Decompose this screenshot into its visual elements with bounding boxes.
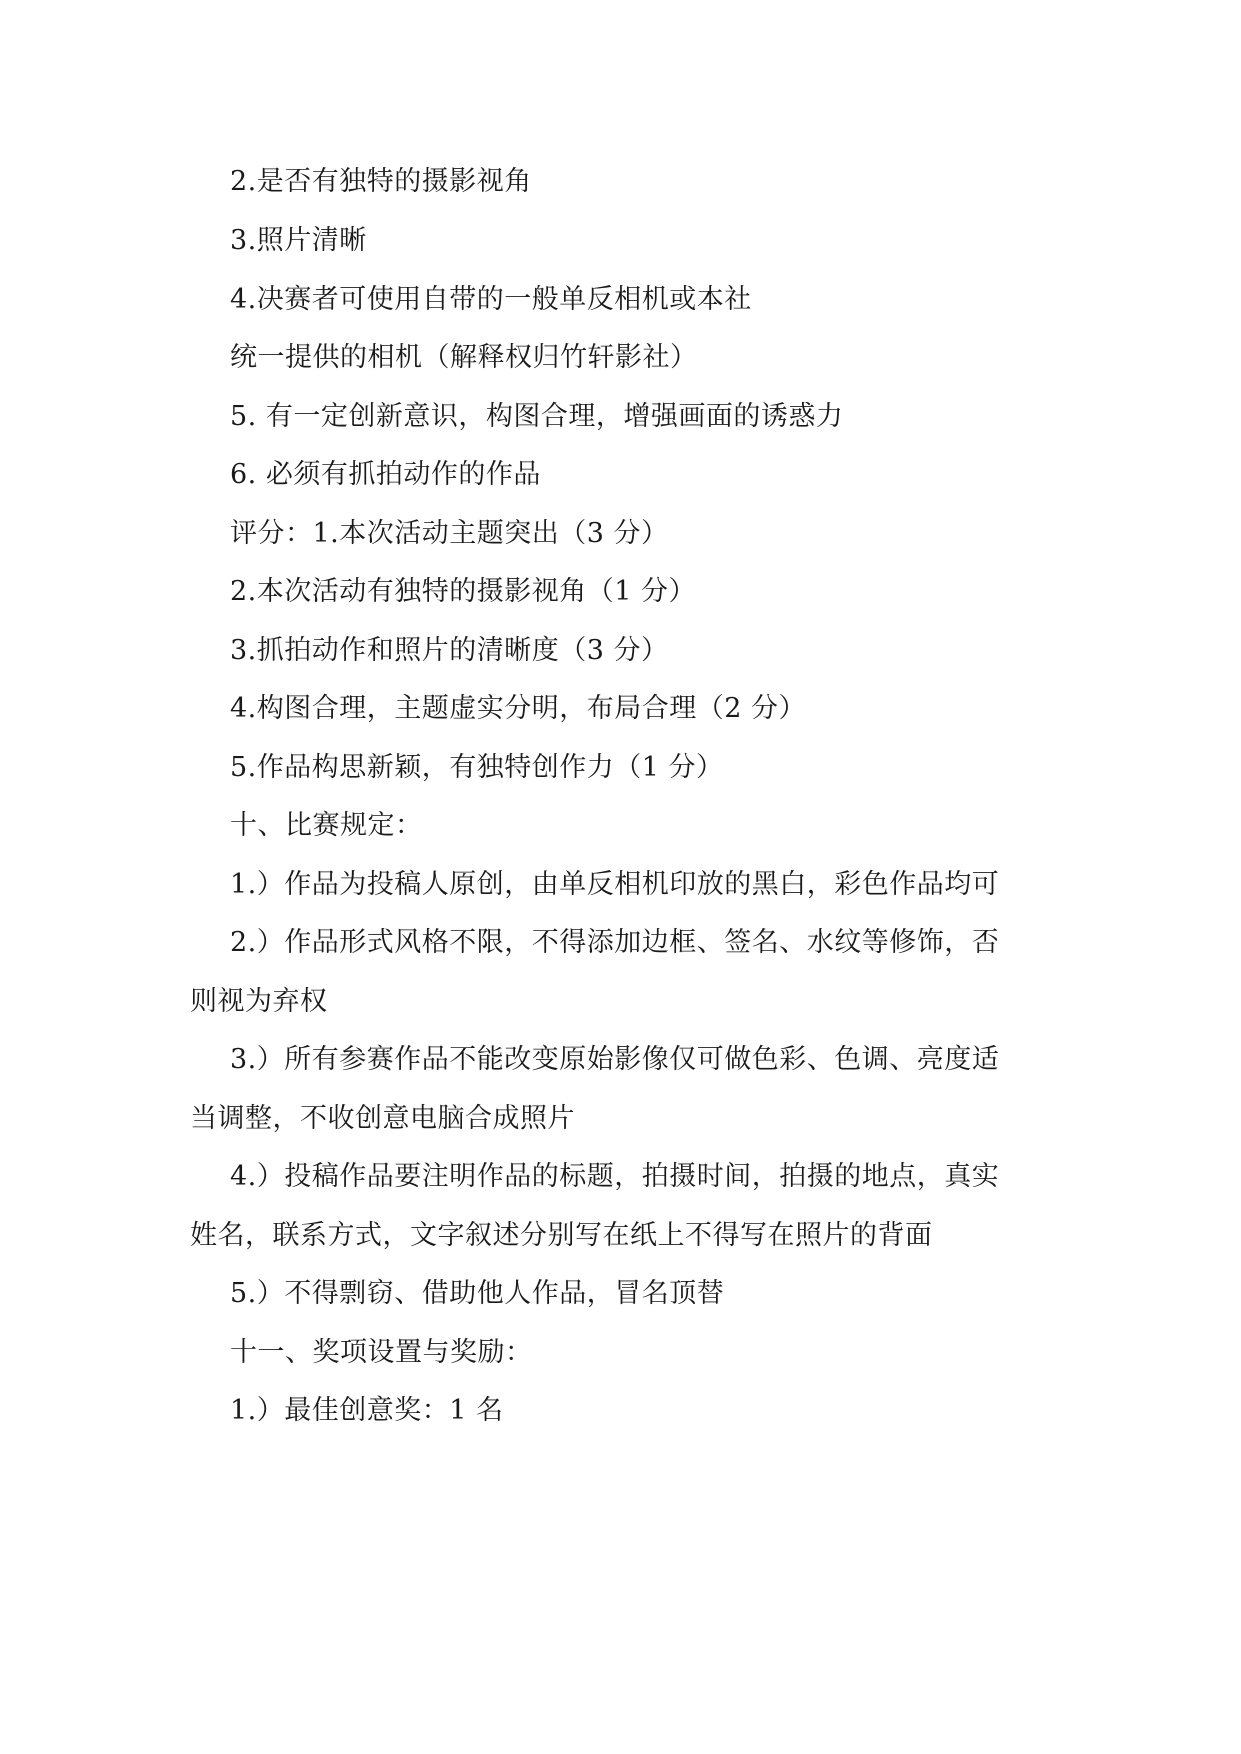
- text-line: 则视为弃权: [190, 986, 328, 1017]
- text-line: 3.）所有参赛作品不能改变原始影像仅可做色彩、色调、亮度适: [230, 1044, 1000, 1075]
- text-line: 2.）作品形式风格不限，不得添加边框、签名、水纹等修饰，否: [230, 927, 1000, 958]
- text-line: 4.构图合理，主题虚实分明，布局合理（2 分）: [230, 693, 807, 724]
- text-line: 3.照片清晰: [230, 225, 367, 256]
- text-line: 4.决赛者可使用自带的一般单反相机或本社: [230, 284, 752, 315]
- text-line: 5. 有一定创新意识，构图合理，增强画面的诱惑力: [230, 401, 844, 432]
- section-heading: 十、比赛规定：: [230, 810, 423, 841]
- text-line: 1.）作品为投稿人原创，由单反相机印放的黑白，彩色作品均可: [230, 869, 1000, 900]
- text-line: 姓名，联系方式，文字叙述分别写在纸上不得写在照片的背面: [190, 1220, 933, 1251]
- text-line: 6. 必须有抓拍动作的作品: [230, 459, 541, 490]
- section-heading: 十一、奖项设置与奖励：: [230, 1337, 533, 1368]
- text-line: 当调整，不收创意电脑合成照片: [190, 1103, 575, 1134]
- text-line: 1.）最佳创意奖：1 名: [230, 1395, 504, 1426]
- text-line: 评分：1.本次活动主题突出（3 分）: [230, 518, 669, 549]
- text-line: 统一提供的相机（解释权归竹轩影社）: [230, 342, 698, 373]
- text-line: 3.抓拍动作和照片的清晰度（3 分）: [230, 635, 669, 666]
- text-line: 5.作品构思新颖，有独特创作力（1 分）: [230, 752, 724, 783]
- text-line: 5.）不得剽窃、借助他人作品，冒名顶替: [230, 1278, 725, 1309]
- text-line: 2.是否有独特的摄影视角: [230, 166, 532, 197]
- text-line: 2.本次活动有独特的摄影视角（1 分）: [230, 576, 697, 607]
- text-line: 4.）投稿作品要注明作品的标题，拍摄时间，拍摄的地点，真实: [230, 1161, 1000, 1192]
